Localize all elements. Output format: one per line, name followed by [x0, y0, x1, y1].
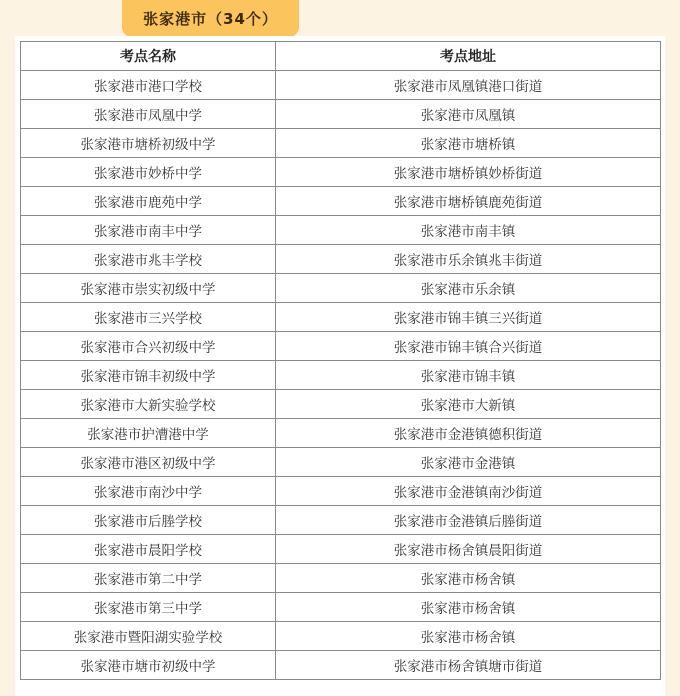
table-row	[21, 274, 661, 303]
table-row	[21, 129, 661, 158]
table-header-row	[21, 42, 661, 71]
site-name-cell: 张家港市南沙中学	[21, 477, 276, 506]
region-tab	[122, 0, 299, 37]
table-row	[21, 303, 661, 332]
site-name-cell: 张家港市大新实验学校	[21, 390, 276, 419]
site-address-cell: 张家港市乐余镇兆丰街道	[276, 245, 661, 274]
table-row	[21, 564, 661, 593]
site-name-cell: 张家港市凤凰中学	[21, 100, 276, 129]
site-address-cell: 张家港市塘桥镇鹿苑街道	[276, 187, 661, 216]
site-name-cell: 张家港市崇实初级中学	[21, 274, 276, 303]
site-address-cell: 张家港市锦丰镇合兴街道	[276, 332, 661, 361]
table-row	[21, 622, 661, 651]
site-name-cell: 张家港市后塍学校	[21, 506, 276, 535]
site-address-cell: 张家港市凤凰镇	[276, 100, 661, 129]
table-row	[21, 361, 661, 390]
site-address-cell: 张家港市金港镇德积街道	[276, 419, 661, 448]
site-address-cell: 张家港市杨舍镇	[276, 593, 661, 622]
table-row	[21, 477, 661, 506]
table-row	[21, 535, 661, 564]
table-row	[21, 419, 661, 448]
site-address-cell: 张家港市杨舍镇塘市街道	[276, 651, 661, 680]
site-name-cell: 张家港市合兴初级中学	[21, 332, 276, 361]
site-address-cell: 张家港市南丰镇	[276, 216, 661, 245]
site-address-cell: 张家港市凤凰镇港口街道	[276, 71, 661, 100]
site-name-cell: 张家港市护漕港中学	[21, 419, 276, 448]
table-row	[21, 651, 661, 680]
table-row	[21, 506, 661, 535]
exam-site-panel	[15, 36, 665, 696]
site-address-cell: 张家港市金港镇后塍街道	[276, 506, 661, 535]
site-address-cell: 张家港市锦丰镇三兴街道	[276, 303, 661, 332]
site-name-cell: 张家港市兆丰学校	[21, 245, 276, 274]
site-address-cell: 张家港市塘桥镇妙桥街道	[276, 158, 661, 187]
site-address-cell: 张家港市杨舍镇	[276, 622, 661, 651]
site-name-cell: 张家港市港口学校	[21, 71, 276, 100]
site-address-cell: 张家港市杨舍镇	[276, 564, 661, 593]
site-address-cell: 张家港市金港镇	[276, 448, 661, 477]
site-address-cell: 张家港市杨舍镇晨阳街道	[276, 535, 661, 564]
column-header-address: 考点地址	[276, 42, 661, 71]
site-name-cell: 张家港市妙桥中学	[21, 158, 276, 187]
table-row	[21, 245, 661, 274]
site-name-cell: 张家港市港区初级中学	[21, 448, 276, 477]
exam-site-table	[20, 41, 661, 680]
table-row	[21, 390, 661, 419]
site-address-cell: 张家港市金港镇南沙街道	[276, 477, 661, 506]
site-name-cell: 张家港市第三中学	[21, 593, 276, 622]
table-row	[21, 448, 661, 477]
site-name-cell: 张家港市塘桥初级中学	[21, 129, 276, 158]
site-address-cell: 张家港市大新镇	[276, 390, 661, 419]
column-header-name: 考点名称	[21, 42, 276, 71]
site-name-cell: 张家港市三兴学校	[21, 303, 276, 332]
table-row	[21, 216, 661, 245]
table-row	[21, 158, 661, 187]
table-row	[21, 71, 661, 100]
site-name-cell: 张家港市晨阳学校	[21, 535, 276, 564]
site-name-cell: 张家港市第二中学	[21, 564, 276, 593]
site-name-cell: 张家港市南丰中学	[21, 216, 276, 245]
site-name-cell: 张家港市暨阳湖实验学校	[21, 622, 276, 651]
region-title: 张家港市（34个）	[143, 10, 278, 28]
table-row	[21, 187, 661, 216]
site-address-cell: 张家港市塘桥镇	[276, 129, 661, 158]
table-row	[21, 332, 661, 361]
site-name-cell: 张家港市塘市初级中学	[21, 651, 276, 680]
site-name-cell: 张家港市鹿苑中学	[21, 187, 276, 216]
site-name-cell: 张家港市锦丰初级中学	[21, 361, 276, 390]
table-row	[21, 100, 661, 129]
site-address-cell: 张家港市锦丰镇	[276, 361, 661, 390]
table-row	[21, 593, 661, 622]
site-address-cell: 张家港市乐余镇	[276, 274, 661, 303]
